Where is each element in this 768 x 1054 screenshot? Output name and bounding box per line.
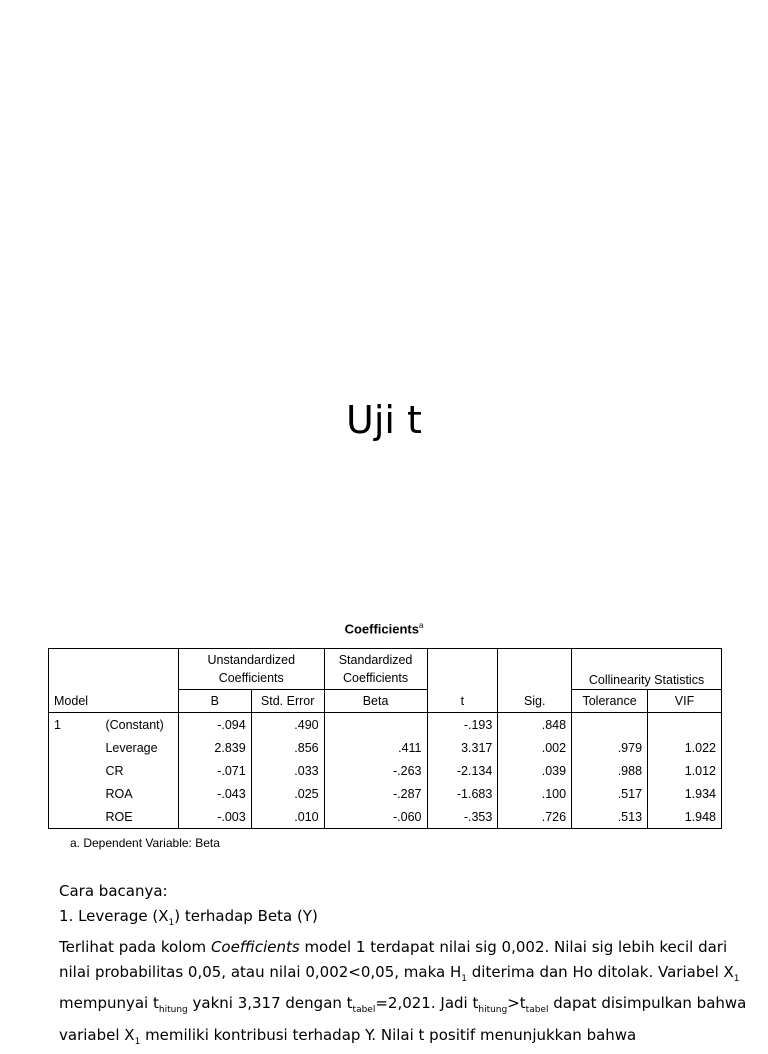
p1-sub: 1 <box>134 1036 141 1047</box>
header-vif: VIF <box>648 690 722 713</box>
model-blank <box>49 759 101 782</box>
row-var: (Constant) <box>105 717 164 732</box>
p1-sub: hitung <box>478 1005 508 1015</box>
table-row <box>49 736 722 759</box>
explanation-text <box>59 879 749 1054</box>
item1-subscript: 1 <box>168 917 175 928</box>
p1-sub: tabel <box>352 1005 376 1015</box>
table-row <box>49 713 722 737</box>
cell-b: -.003 <box>178 805 251 829</box>
header-t: t <box>427 690 498 713</box>
cell-vif: 1.948 <box>648 805 722 829</box>
cell-tol: .513 <box>572 805 648 829</box>
explanation-paragraph <box>59 935 749 1054</box>
explanation-heading: Cara bacanya: <box>59 882 168 900</box>
header-model-spacer <box>49 649 101 690</box>
item1-text-end: ) terhadap Beta (Y) <box>174 906 318 925</box>
row-var: CR <box>105 763 124 778</box>
row-var: ROA <box>105 786 133 801</box>
cell-sig: .039 <box>498 759 572 782</box>
header-std-error: Std. Error <box>251 690 324 713</box>
cell-b: -.043 <box>178 782 251 805</box>
cell-sig: .100 <box>498 782 572 805</box>
model-blank <box>49 736 101 759</box>
model-blank <box>49 805 101 829</box>
cell-t: 3.317 <box>427 736 498 759</box>
cell-b: 2.839 <box>178 736 251 759</box>
cell-t: -2.134 <box>427 759 498 782</box>
header-b: B <box>178 690 251 713</box>
cell-tol: .979 <box>572 736 648 759</box>
table-row <box>49 805 722 829</box>
header-sig: Sig. <box>498 690 572 713</box>
header-var-blank <box>100 690 178 713</box>
p1-part: mempunyai t <box>59 994 159 1012</box>
header-tolerance: Tolerance <box>572 690 648 713</box>
cell-sig: .726 <box>498 805 572 829</box>
p1-sub: 1 <box>461 973 467 984</box>
header-unstandardized: Unstandardized Coefficients <box>178 649 324 690</box>
model-blank <box>49 782 101 805</box>
p1-sub: 1 <box>733 973 740 984</box>
cell-se: .490 <box>251 713 324 737</box>
p1-part: dapat disimpulkan bahwa variabel X <box>59 994 747 1044</box>
cell-vif: 1.012 <box>648 759 722 782</box>
cell-beta: -.263 <box>324 759 427 782</box>
p1-part: memiliki kontribusi terhadap Y. Nilai t positif menunjukkan bahwa <box>140 1025 637 1044</box>
header-t-spacer <box>427 649 498 690</box>
header-model: Model <box>49 690 101 713</box>
slide-title: Uji t <box>346 398 422 442</box>
p1-part: diterima dan Ho ditolak. Variabel X <box>467 962 734 981</box>
table-row <box>49 782 722 805</box>
header-sig-spacer <box>498 649 572 690</box>
cell-tol <box>572 713 648 737</box>
cell-t: -1.683 <box>427 782 498 805</box>
cell-beta <box>324 713 427 737</box>
p1-sub: tabel <box>525 1005 549 1015</box>
header-collinearity: Collinearity Statistics <box>572 649 722 690</box>
cell-b: -.094 <box>178 713 251 737</box>
header-standardized: Standardized Coefficients <box>324 649 427 690</box>
p1-part: =2,021. Jadi t <box>375 994 479 1012</box>
header-beta: Beta <box>324 690 427 713</box>
table-caption <box>0 621 768 636</box>
header-var-spacer <box>100 649 178 690</box>
p1-part: yakni 3,317 dengan t <box>187 994 353 1012</box>
cell-se: .033 <box>251 759 324 782</box>
cell-t: -.193 <box>427 713 498 737</box>
p1-part: >t <box>507 994 526 1012</box>
cell-tol: .517 <box>572 782 648 805</box>
cell-se: .010 <box>251 805 324 829</box>
cell-se: .856 <box>251 736 324 759</box>
cell-vif <box>648 713 722 737</box>
cell-vif: 1.022 <box>648 736 722 759</box>
table-row <box>49 759 722 782</box>
caption-text: Coefficients <box>344 621 419 637</box>
p1-part: model 1 terdapat nilai sig 0,002. Nilai sig lebih kecil dari nilai probabilitas 0,05, atau nilai 0,002<0,05, maka H <box>59 938 728 981</box>
cell-beta: -.287 <box>324 782 427 805</box>
model-number: 1 <box>54 717 61 732</box>
cell-beta: -.060 <box>324 805 427 829</box>
caption-marker: a <box>418 621 424 630</box>
row-var: ROE <box>105 809 133 824</box>
cell-t: -.353 <box>427 805 498 829</box>
table-footnote: a. Dependent Variable: Beta <box>70 836 220 850</box>
cell-sig: .848 <box>498 713 572 737</box>
row-var: Leverage <box>105 740 158 755</box>
cell-b: -.071 <box>178 759 251 782</box>
p1-sub: hitung <box>158 1005 188 1015</box>
p1-emphasis: Coefficients <box>210 938 300 956</box>
cell-vif: 1.934 <box>648 782 722 805</box>
cell-sig: .002 <box>498 736 572 759</box>
p1-part: Terlihat pada kolom <box>59 938 211 956</box>
cell-beta: .411 <box>324 736 427 759</box>
cell-se: .025 <box>251 782 324 805</box>
cell-tol: .988 <box>572 759 648 782</box>
item1-text: 1. Leverage (X <box>59 906 169 925</box>
explanation-item-1 <box>59 904 749 936</box>
coefficients-table <box>48 648 722 829</box>
